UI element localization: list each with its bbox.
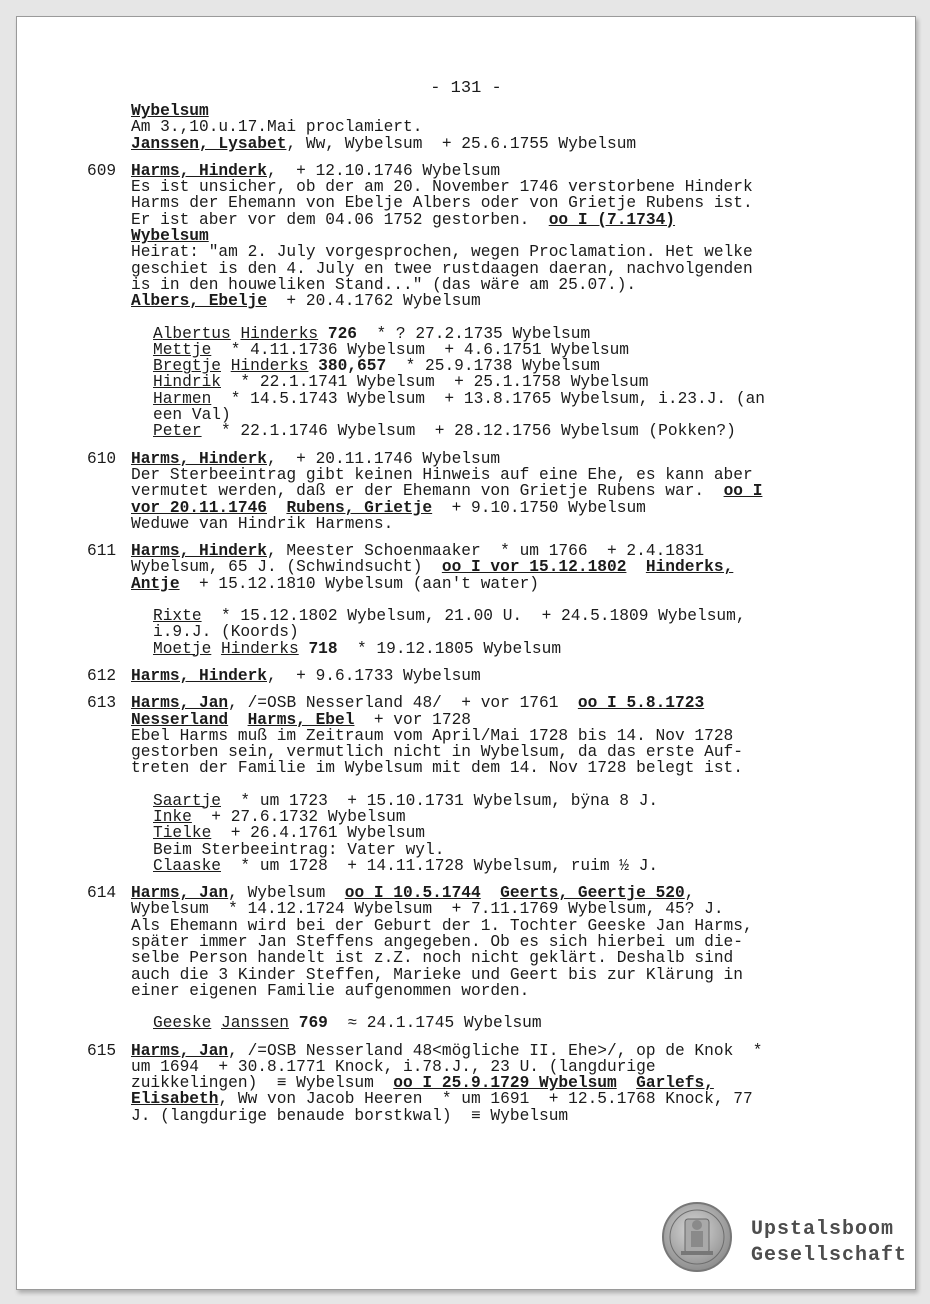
text-line: [153, 342, 875, 358]
name-reference: Hindrik: [153, 373, 221, 392]
name-reference: Peter: [153, 422, 202, 441]
entry-number: 613: [87, 694, 117, 713]
text-segment: + 9.10.1750 Wybelsum: [432, 498, 646, 517]
text-segment: * 22.1.1741 Wybelsum + 25.1.1758 Wybelsum: [221, 373, 649, 392]
text-segment: + 26.4.1761 Wybelsum: [211, 824, 426, 843]
text-line: [153, 608, 875, 624]
text-line: [131, 1091, 875, 1107]
upstalsboom-brand: [751, 1217, 907, 1269]
name-reference: oo I 5.8.1723: [577, 694, 705, 713]
text-segment: * 14.5.1743 Wybelsum + 13.8.1765 Wybelsum, i.23.J. (an: [211, 389, 765, 408]
name-reference: Inke: [153, 807, 192, 826]
name-reference: Tielke: [153, 824, 212, 843]
family-entry: [85, 163, 875, 440]
children-list: [85, 1015, 875, 1031]
text-line: [131, 559, 875, 575]
text-segment: Es ist unsicher, ob der am 20. November 1746 verstorbene Hinderk: [131, 178, 753, 197]
name-reference: Wybelsum: [131, 227, 209, 246]
name-reference: 726: [327, 324, 358, 343]
text-line: [131, 451, 875, 467]
text-line: [131, 195, 875, 211]
text-segment: ≈ 24.1.1745 Wybelsum: [327, 1014, 542, 1033]
name-reference: Geerts, Geertje 520: [500, 884, 685, 903]
text-segment: [318, 325, 328, 343]
text-line: [131, 760, 875, 776]
text-segment: Als Ehemann wird bei der Geburt der 1. Tochter Geeske Jan Harms,: [131, 916, 753, 935]
name-reference: Harms, Hinderk: [131, 666, 267, 685]
text-segment: [267, 499, 286, 517]
text-segment: [221, 357, 231, 375]
entry-body: [85, 451, 875, 532]
name-reference: Moetje: [153, 639, 212, 658]
text-line: [153, 809, 875, 825]
text-line: [131, 483, 875, 499]
text-segment: een Val): [153, 406, 231, 425]
text-segment: i.9.J. (Koords): [153, 623, 299, 642]
text-segment: gestorben sein, vermutlich nicht in Wybelsum, da das erste Auf-: [131, 743, 743, 762]
name-reference: Harmen: [153, 389, 212, 408]
text-segment: , /=OSB Nesserland 48<mögliche II. Ehe>/, op de Knok *: [228, 1041, 763, 1060]
text-line: [131, 885, 875, 901]
text-line: [131, 967, 875, 983]
brand-line-2: Gesellschaft: [751, 1244, 908, 1267]
name-reference: 769: [298, 1014, 328, 1033]
text-segment: [211, 640, 221, 658]
text-line: [153, 825, 875, 841]
entry-body: [85, 885, 875, 999]
family-entry: [85, 885, 875, 1031]
name-reference: oo I vor 15.12.1802: [441, 558, 627, 577]
text-segment: + 15.12.1810 Wybelsum (aan't water): [179, 574, 539, 593]
text-segment: , Ww, Wybelsum + 25.6.1755 Wybelsum: [286, 134, 637, 153]
children-list: [85, 326, 875, 440]
text-segment: zuikkelingen) ≡ Wybelsum: [131, 1074, 394, 1093]
text-segment: * 4.11.1736 Wybelsum + 4.6.1751 Wybelsum: [211, 340, 630, 359]
text-segment: auch die 3 Kinder Steffen, Marieke und Geert bis zur Klärung in: [131, 965, 743, 984]
name-reference: Rubens, Grietje: [286, 498, 433, 517]
family-entry: [85, 668, 875, 684]
text-line: [153, 793, 875, 809]
text-segment: , /=OSB Nesserland 48/ + vor 1761: [228, 694, 578, 713]
name-reference: oo I 10.5.1744: [344, 884, 481, 903]
name-reference: Albertus: [153, 324, 231, 343]
text-segment: um 1694 + 30.8.1771 Knock, i.78.J., 23 U. (langdurige: [131, 1057, 656, 1076]
text-segment: , + 9.6.1733 Wybelsum: [267, 666, 481, 685]
text-segment: + vor 1728: [354, 710, 472, 729]
name-reference: Wybelsum: [131, 102, 209, 120]
text-segment: , Ww von Jacob Heeren * um 1691 + 12.5.1768 Knock, 77: [218, 1090, 753, 1109]
name-reference: Garlefs,: [636, 1074, 714, 1093]
name-reference: oo I (7.1734): [548, 210, 676, 229]
text-segment: , + 20.11.1746 Wybelsum: [267, 449, 501, 468]
text-line: [131, 901, 875, 917]
entry-number: 610: [87, 449, 117, 468]
entry-body: [85, 668, 875, 684]
entry-number: 615: [87, 1041, 117, 1060]
text-line: [131, 467, 875, 483]
text-segment: Er ist aber vor dem 04.06 1752 gestorben.: [131, 210, 549, 229]
text-segment: [231, 325, 241, 343]
entry-body: [85, 1043, 875, 1124]
text-segment: is in den houweliken Stand..." (das wäre am 25.07.).: [131, 275, 637, 294]
name-reference: Hinderks: [230, 357, 309, 376]
text-segment: [308, 357, 318, 375]
text-line: [131, 103, 875, 119]
text-line: [131, 228, 875, 244]
name-reference: Bregtje: [153, 357, 221, 376]
text-line: [131, 712, 875, 728]
text-segment: * 22.1.1746 Wybelsum + 28.12.1756 Wybelsum (Pokken?): [201, 422, 736, 441]
text-segment: + 27.6.1732 Wybelsum: [191, 807, 406, 826]
text-line: [153, 624, 875, 640]
children-list: [85, 793, 875, 874]
text-segment: * ? 27.2.1735 Wybelsum: [357, 324, 591, 343]
text-segment: selbe Person handelt ist z.Z. noch nicht geklärt. Deshalb sind: [131, 949, 734, 968]
text-line: [131, 244, 875, 260]
text-line: [131, 261, 875, 277]
text-segment: Ebel Harms muß im Zeitraum vom April/Mai 1728 bis 14. Nov 1728: [131, 726, 734, 745]
name-reference: Nesserland: [131, 710, 229, 729]
entry-number: 611: [87, 542, 117, 561]
name-reference: 380,657: [318, 357, 387, 376]
name-reference: Harms, Jan: [131, 884, 229, 903]
text-line: [153, 641, 875, 657]
text-line: [153, 407, 875, 423]
text-segment: Wybelsum * 14.12.1724 Wybelsum + 7.11.1769 Wybelsum, 45? J.: [131, 900, 724, 919]
family-entry: [85, 451, 875, 532]
text-segment: * um 1728 + 14.11.1728 Wybelsum, ruim ½ J.: [221, 856, 659, 875]
text-segment: treten der Familie im Wybelsum mit dem 14. Nov 1728 belegt ist.: [131, 759, 743, 778]
text-segment: später immer Jan Steffens angegeben. Ob es sich hierbei um die-: [131, 933, 743, 952]
text-line: [131, 1108, 875, 1124]
name-reference: Harms, Hinderk: [131, 449, 267, 468]
text-segment: [299, 640, 309, 658]
text-line: [131, 212, 875, 228]
text-line: [131, 695, 875, 711]
text-segment: Heirat: "am 2. July vorgesprochen, wegen Proclamation. Het welke: [131, 243, 753, 262]
text-segment: Beim Sterbeeintrag: Vater wyl.: [153, 840, 445, 859]
name-reference: Antje: [131, 574, 180, 593]
text-line: [153, 1015, 875, 1031]
text-segment: * 19.12.1805 Wybelsum: [337, 639, 562, 658]
entry-number: 614: [87, 884, 117, 903]
entry-body: [85, 163, 875, 310]
text-segment: [626, 558, 645, 576]
text-line: [131, 918, 875, 934]
name-reference: Hinderks: [240, 324, 319, 343]
brand-line-1: Upstalsboom: [751, 1218, 895, 1241]
entry-body: [85, 543, 875, 592]
name-reference: Harms, Hinderk: [131, 542, 267, 561]
text-line: [153, 326, 875, 342]
entry-body: [85, 695, 875, 776]
text-line: [131, 277, 875, 293]
text-segment: [211, 1014, 221, 1032]
seal-logo-icon: [661, 1201, 733, 1273]
name-reference: Mettje: [153, 340, 212, 359]
text-segment: J. (langdurige benaude borstkwal) ≡ Wybelsum: [131, 1106, 569, 1125]
name-reference: Harms, Hinderk: [131, 161, 267, 180]
text-line: [131, 516, 875, 532]
text-line: [153, 391, 875, 407]
text-segment: + 20.4.1762 Wybelsum: [267, 292, 481, 311]
text-segment: [289, 1014, 299, 1032]
text-line: [131, 744, 875, 760]
text-line: [131, 950, 875, 966]
family-entry: [85, 695, 875, 874]
page-number: - 131 -: [430, 79, 502, 98]
text-segment: , + 12.10.1746 Wybelsum: [267, 161, 501, 180]
text-segment: , Meester Schoenmaaker * um 1766 + 2.4.1831: [267, 542, 705, 561]
text-line: [131, 668, 875, 684]
name-reference: Janssen: [221, 1014, 290, 1033]
name-reference: Elisabeth: [131, 1090, 219, 1109]
name-reference: Geeske: [153, 1014, 212, 1033]
text-segment: Am 3.,10.u.17.Mai proclamiert.: [131, 118, 423, 137]
name-reference: Harms, Ebel: [247, 710, 355, 729]
name-reference: 718: [308, 639, 338, 658]
name-reference: Hinderks: [221, 639, 299, 658]
text-line: [131, 983, 875, 999]
document-page: [16, 16, 916, 1290]
text-line: [131, 293, 875, 309]
entry-number: 612: [87, 666, 117, 685]
name-reference: oo I: [723, 482, 763, 501]
text-segment: geschiet is den 4. July en twee rustdaagen daeran, nachvolgenden: [131, 259, 753, 278]
text-line: [131, 543, 875, 559]
text-segment: * um 1723 + 15.10.1731 Wybelsum, bÿna 8 J.: [221, 791, 659, 810]
name-reference: Saartje: [153, 791, 221, 810]
name-reference: Janssen, Lysabet: [131, 134, 287, 153]
name-reference: Hinderks,: [645, 558, 734, 577]
text-line: [131, 163, 875, 179]
entry-number: 609: [87, 161, 117, 180]
name-reference: Albers, Ebelje: [131, 292, 267, 311]
text-line: [131, 934, 875, 950]
text-line: [131, 179, 875, 195]
name-reference: oo I 25.9.1729 Wybelsum: [393, 1074, 617, 1093]
text-line: [153, 374, 875, 390]
entry-body: [85, 103, 875, 152]
text-segment: * 15.12.1802 Wybelsum, 21.00 U. + 24.5.1809 Wybelsum,: [201, 607, 746, 626]
text-line: [131, 1059, 875, 1075]
name-reference: vor 20.11.1746: [131, 498, 267, 517]
text-line: [131, 119, 875, 135]
text-line: [131, 136, 875, 152]
text-segment: , Wybelsum: [228, 884, 345, 903]
text-segment: Harms der Ehemann von Ebelje Albers oder von Grietje Rubens ist.: [131, 194, 753, 213]
text-segment: [228, 711, 247, 729]
text-line: [153, 842, 875, 858]
text-segment: vermutet werden, daß er der Ehemann von Grietje Rubens war.: [131, 482, 724, 501]
text-line: [131, 728, 875, 744]
text-segment: ,: [684, 884, 695, 903]
family-entry: [85, 1043, 875, 1124]
text-segment: [481, 884, 500, 902]
children-list: [85, 608, 875, 657]
text-line: [153, 423, 875, 439]
text-line: [153, 358, 875, 374]
family-entry: [85, 543, 875, 657]
text-line: [131, 576, 875, 592]
text-segment: [617, 1074, 636, 1092]
name-reference: Rixte: [153, 607, 202, 626]
name-reference: Claaske: [153, 856, 221, 875]
text-segment: einer eigenen Familie aufgenommen worden.: [131, 981, 530, 1000]
text-line: [131, 500, 875, 516]
text-line: [131, 1075, 875, 1091]
name-reference: Harms, Jan: [131, 1041, 229, 1060]
text-line: [153, 858, 875, 874]
text-line: [131, 1043, 875, 1059]
name-reference: Harms, Jan: [131, 694, 229, 713]
text-segment: Der Sterbeeintrag gibt keinen Hinweis auf eine Ehe, es kann aber: [131, 465, 753, 484]
text-segment: Wybelsum, 65 J. (Schwindsucht): [131, 558, 442, 577]
text-segment: * 25.9.1738 Wybelsum: [386, 357, 600, 376]
genealogy-entries: [85, 103, 875, 1124]
text-segment: Weduwe van Hindrik Harmens.: [131, 514, 394, 533]
family-entry: [85, 103, 875, 152]
